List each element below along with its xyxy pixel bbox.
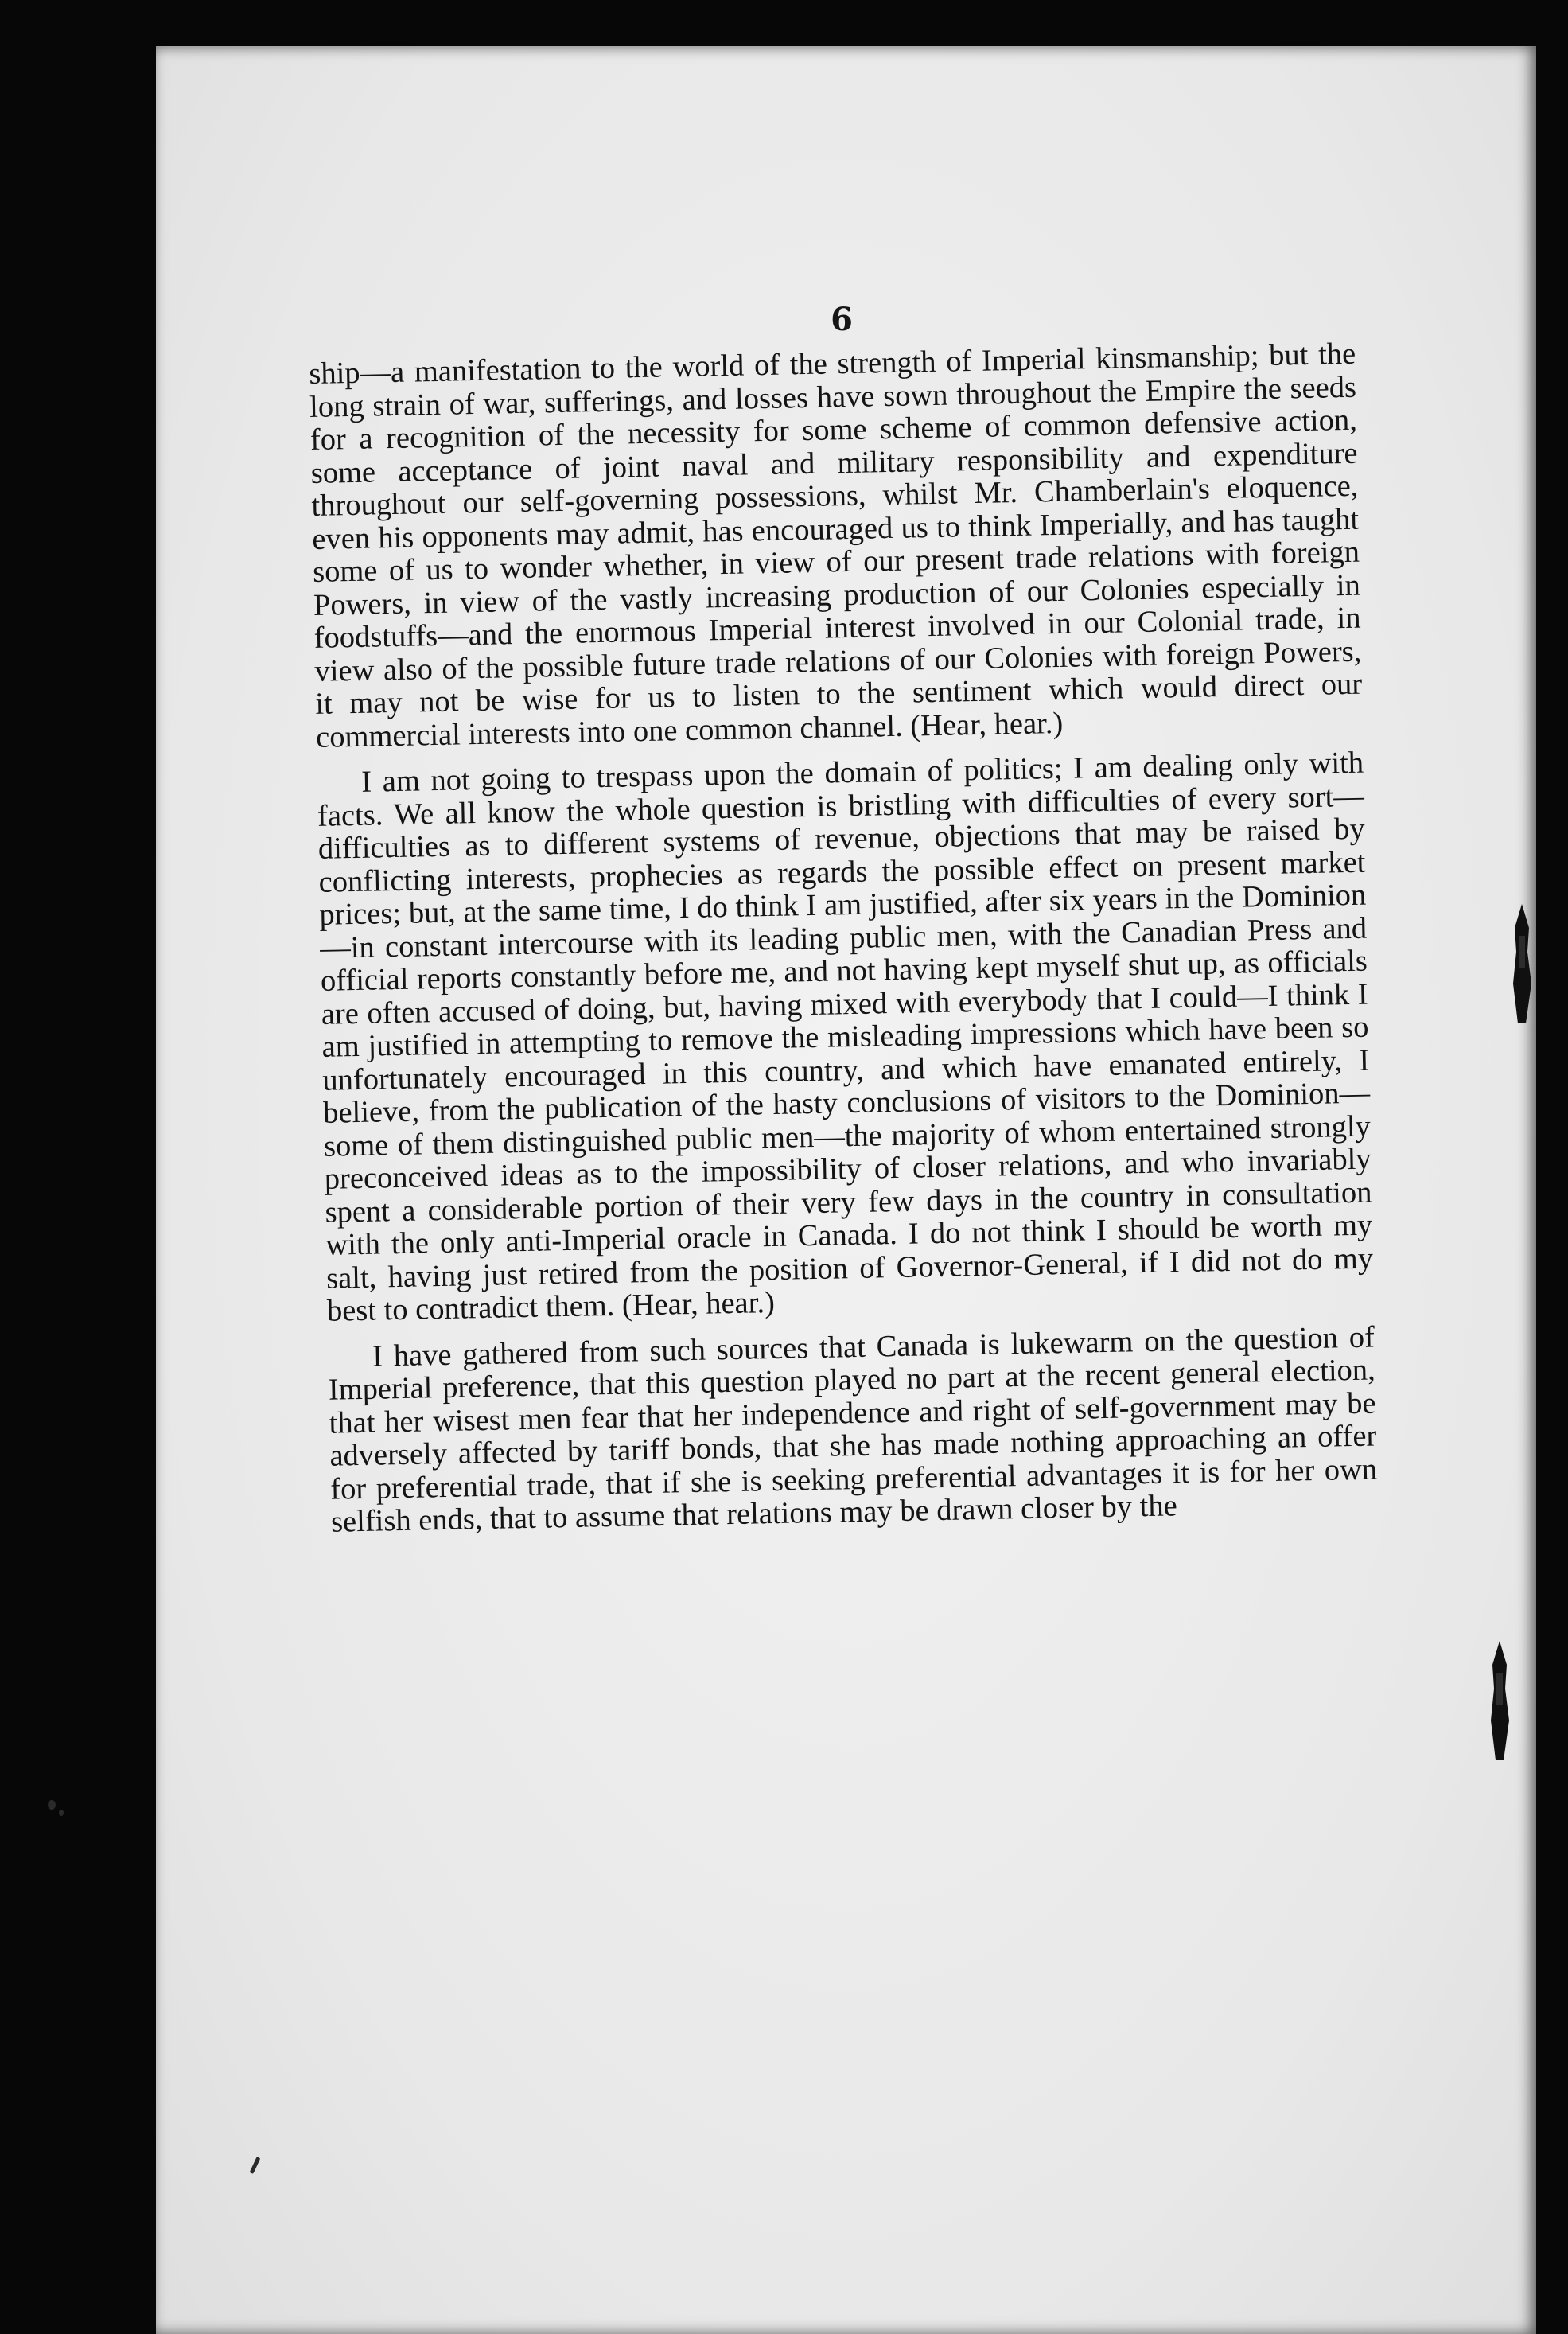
scan-speck xyxy=(48,1800,56,1810)
paragraph: I am not going to trespass upon the domain of politics; I am dealing only with facts. We all know the whole question is bristling with difficulties of every sort—difficulties as to different systems of revenue, objections that may be raised by conflicting interests, prophecies as regards the possible effect on present market prices; but, at the same time, I do think I am justified, after six years in the Dominion—in constant intercourse with its leading public men, with the Canadian Press and official reports constantly before me, and not having kept myself shut up, as officials are often accused of doing, but, having mixed with everybody that I could—I think I am justified in attempting to remove the misleading impressions which have been so unfortunately encouraged in this country, and which have emanated entirely, I believe, from the publication of the hasty conclusions of visitors to the Dominion—some of them distinguished public men—the majority of whom entertained strongly preconceived ideas as to the impossibility of closer relations, and who invariably spent a considerable portion of their very few days in the country in consultation with the only anti-Imperial oracle in Canada. I do not think I should be worth my salt, having just retired from the position of Governor-General, if I did not do my best to contradict them. (Hear, hear.) xyxy=(317,746,1374,1328)
binding-clip-icon xyxy=(1488,1641,1512,1760)
page-number: 6 xyxy=(831,301,853,338)
paragraph: I have gathered from such sources that Canada is lukewarm on the question of Imperial preference, that this question played no part at the recent general election, that her wisest men fear that her independence and right of self-government may be adversely affected by tariff bonds, that she has made nothing approaching an offer for preferential trade, that if she is seeking preferential advantages it is for her own selfish ends, that to assume that relations may be drawn closer by the xyxy=(328,1320,1378,1539)
binding-clip-icon xyxy=(1510,904,1534,1023)
body-text xyxy=(309,338,1378,1539)
paragraph: ship—a manifestation to the world of the strength of Imperial kinsmanship; but the long strain of war, sufferings, and losses have sown throughout the Empire the seeds for a recognition of the necessity for some scheme of common defensive action, some acceptance of joint naval and military responsibility and expenditure throughout our self-governing possessions, whilst Mr. Chamberlain's eloquence, even his opponents may admit, has encouraged us to think Imperially, and has taught some of us to wonder whether, in view of our present trade relations with foreign Powers, in view of the vastly increasing production of our Colonies especially in foodstuffs—and the enormous Imperial interest involved in our Colonial trade, in view also of the possible future trade relations of our Colonies with foreign Powers, it may not be wise for us to listen to the sentiment which would direct our commercial interests into one common channel. (Hear, hear.) xyxy=(308,337,1363,754)
scan-speck xyxy=(59,1810,64,1816)
